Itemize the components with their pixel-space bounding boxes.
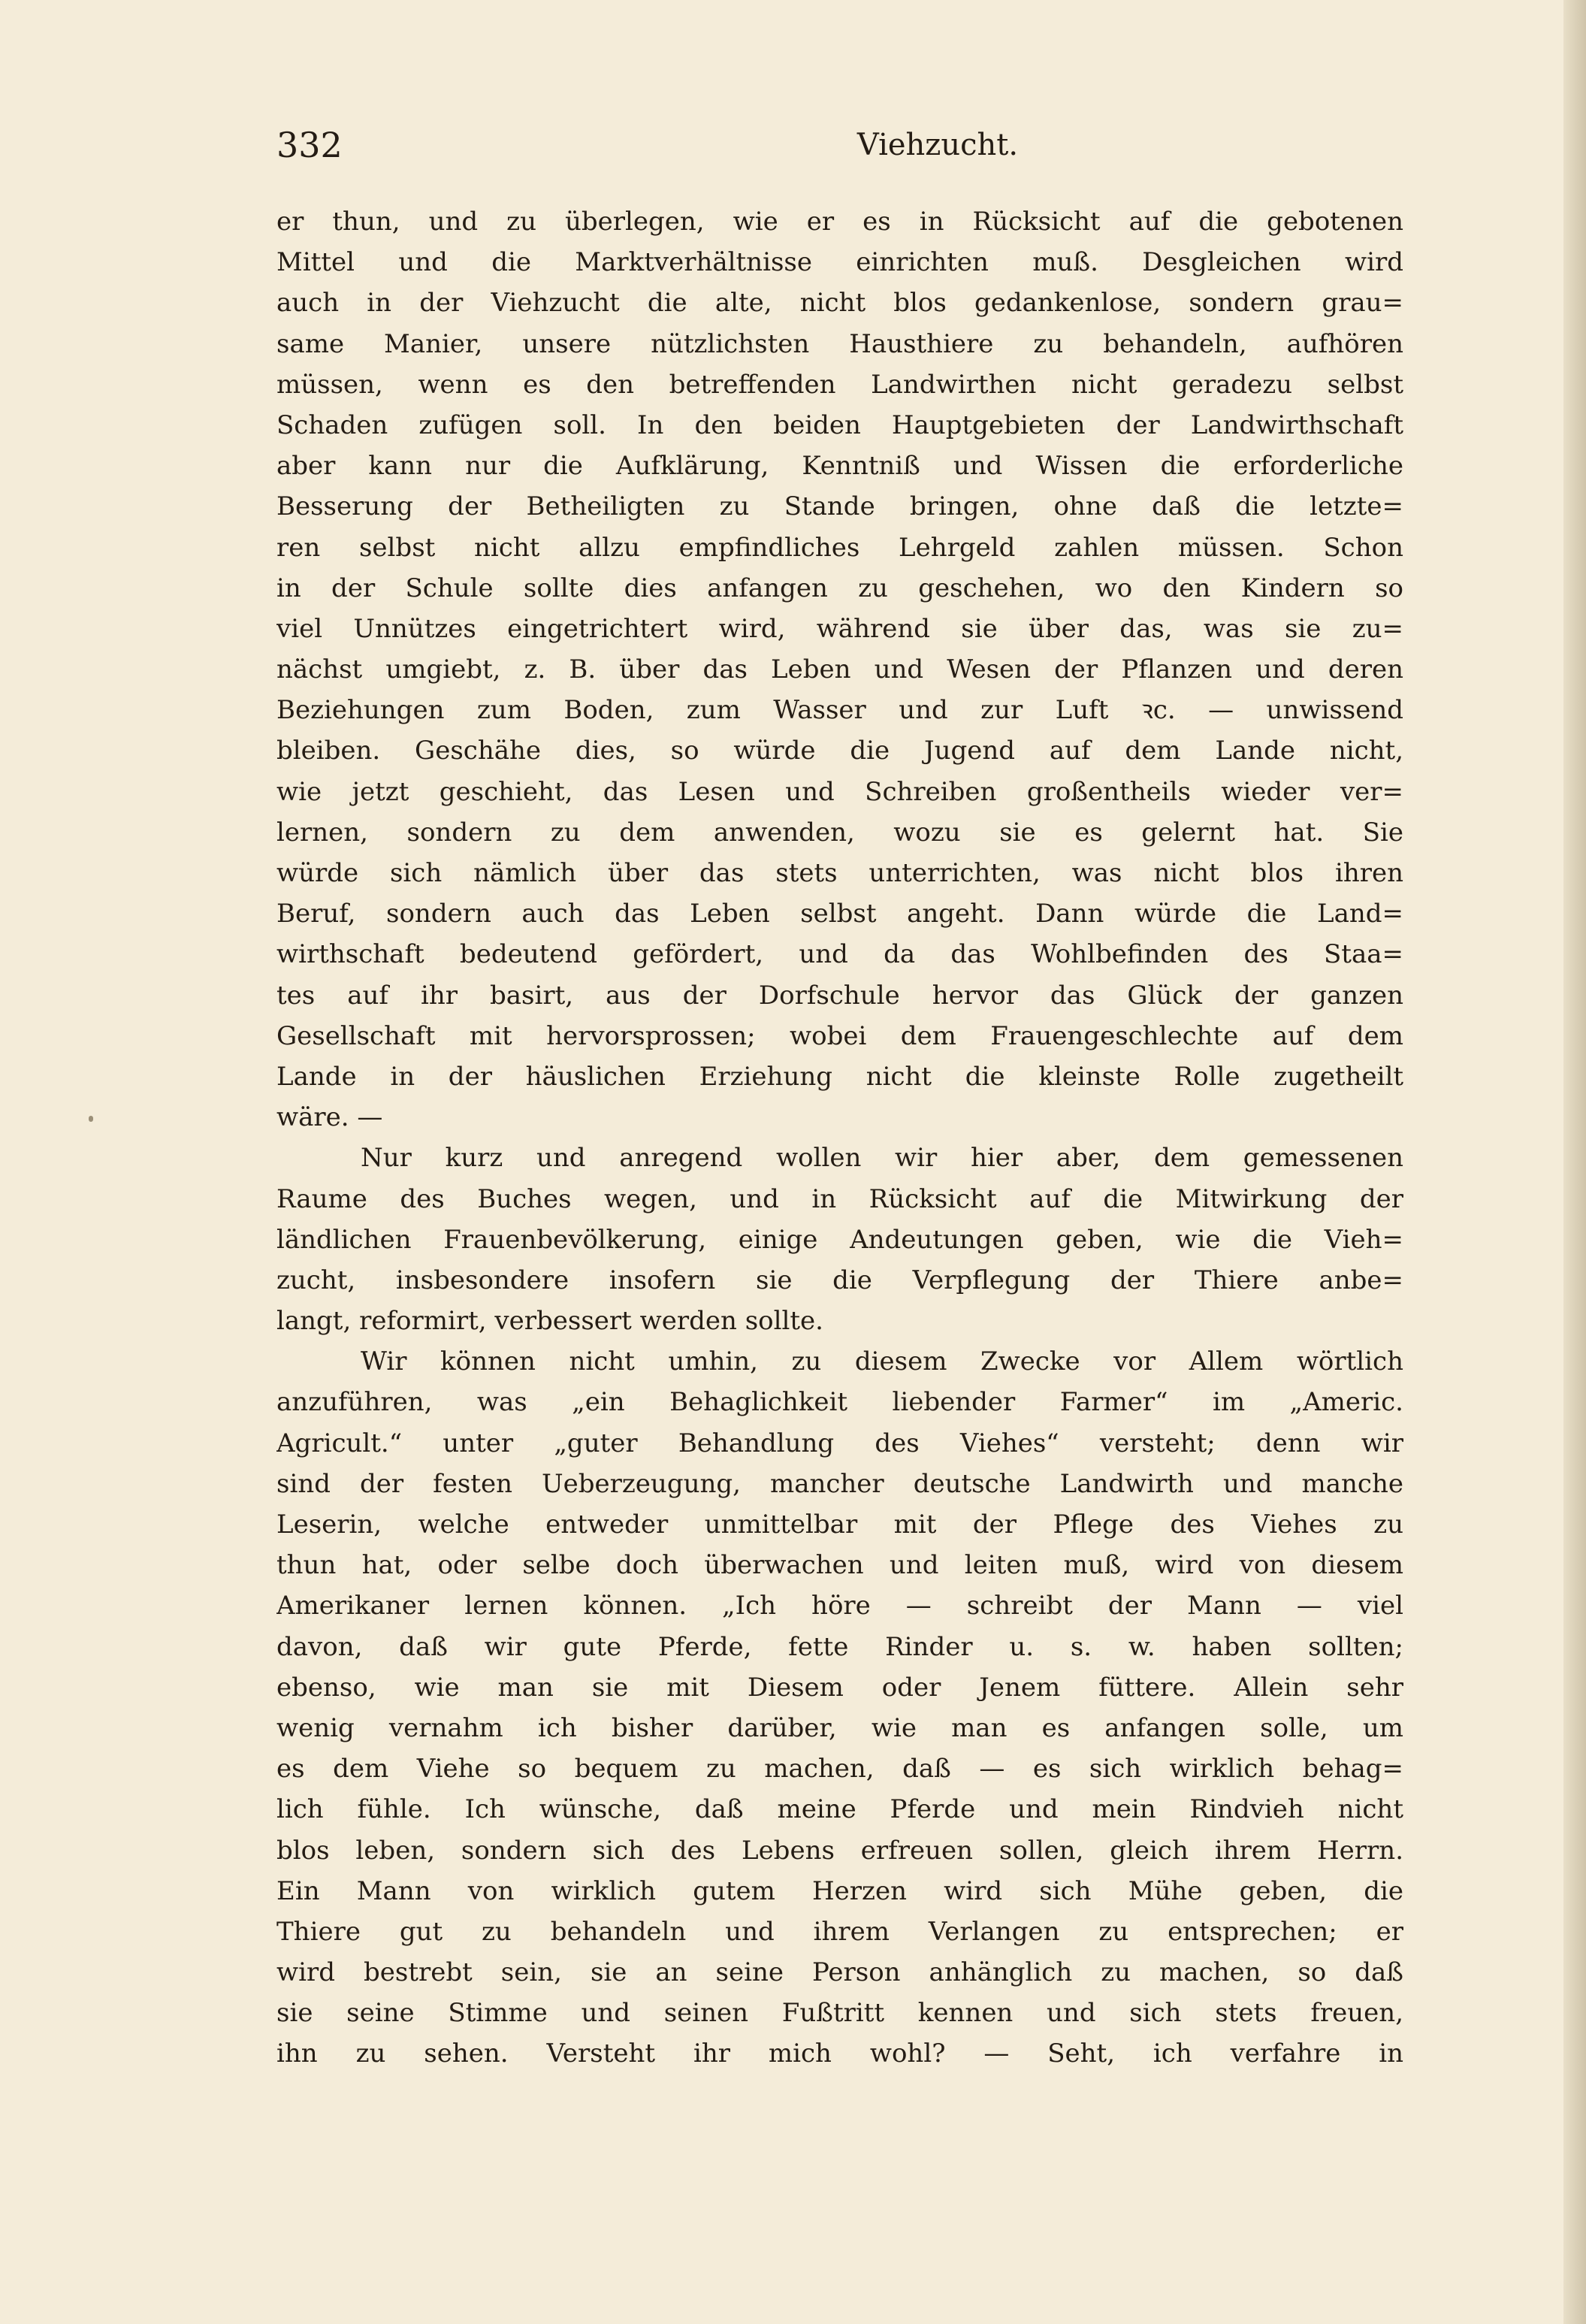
page-gutter-shadow bbox=[1563, 0, 1586, 2324]
page-header bbox=[276, 119, 1403, 171]
paper-speck bbox=[89, 1116, 93, 1122]
text-line: wird bestrebt sein, sie an seine Person anhänglich zu machen, so daß bbox=[276, 1957, 1403, 1988]
text-line: nächst umgiebt, z. B. über das Leben und Wesen der Pflanzen und deren bbox=[276, 654, 1403, 685]
body-text bbox=[276, 201, 1403, 2075]
text-line: wie jetzt geschieht, das Lesen und Schreiben großentheils wieder ver= bbox=[276, 776, 1403, 807]
paragraph-start-line: Nur kurz und anregend wollen wir hier aber, dem gemessenen bbox=[361, 1143, 1403, 1174]
text-line: wenig vernahm ich bisher darüber, wie man es anfangen solle, um bbox=[276, 1712, 1403, 1743]
text-line: Raume des Buches wegen, und in Rücksicht auf die Mitwirkung der bbox=[276, 1183, 1403, 1214]
running-head: Viehzucht. bbox=[856, 128, 1019, 162]
text-line: viel Unnützes eingetrichtert wird, während sie über das, was sie zu= bbox=[276, 613, 1403, 644]
text-line: lernen, sondern zu dem anwenden, wozu sie es gelernt hat. Sie bbox=[276, 817, 1403, 848]
text-line: lich fühle. Ich wünsche, daß meine Pferde und mein Rindvieh nicht bbox=[276, 1794, 1403, 1825]
text-line: aber kann nur die Aufklärung, Kenntniß und Wissen die erforderliche bbox=[276, 451, 1403, 482]
text-line: Lande in der häuslichen Erziehung nicht die kleinste Rolle zugetheilt bbox=[276, 1061, 1403, 1092]
text-line: sind der festen Ueberzeugung, mancher deutsche Landwirth und manche bbox=[276, 1468, 1403, 1499]
paragraph-start-line: Wir können nicht umhin, zu diesem Zwecke vor Allem wörtlich bbox=[361, 1346, 1403, 1377]
text-line: blos leben, sondern sich des Lebens erfreuen sollen, gleich ihrem Herrn. bbox=[276, 1835, 1403, 1866]
text-line: Ein Mann von wirklich gutem Herzen wird sich Mühe geben, die bbox=[276, 1875, 1403, 1906]
text-line: davon, daß wir gute Pferde, fette Rinder u. s. w. haben sollten; bbox=[276, 1631, 1403, 1662]
text-line: bleiben. Geschähe dies, so würde die Jugend auf dem Lande nicht, bbox=[276, 736, 1403, 766]
text-line: Besserung der Betheiligten zu Stande bringen, ohne daß die letzte= bbox=[276, 491, 1403, 522]
text-line: müssen, wenn es den betreffenden Landwirthen nicht geradezu selbst bbox=[276, 369, 1403, 400]
text-line: Schaden zufügen soll. In den beiden Hauptgebieten der Landwirthschaft bbox=[276, 409, 1403, 440]
text-line: es dem Viehe so bequem zu machen, daß — es sich wirklich behag= bbox=[276, 1754, 1403, 1785]
text-line: ihn zu sehen. Versteht ihr mich wohl? — Seht, ich verfahre in bbox=[276, 2038, 1403, 2069]
text-line: tes auf ihr basirt, aus der Dorfschule hervor das Glück der ganzen bbox=[276, 980, 1403, 1011]
text-line: Gesellschaft mit hervorsprossen; wobei dem Frauengeschlechte auf dem bbox=[276, 1020, 1403, 1051]
text-line: würde sich nämlich über das stets unterrichten, was nicht blos ihren bbox=[276, 858, 1403, 888]
text-line: anzuführen, was „ein Behaglichkeit liebender Farmer“ im „Americ. bbox=[276, 1387, 1403, 1418]
text-line: ebenso, wie man sie mit Diesem oder Jenem füttere. Allein sehr bbox=[276, 1672, 1403, 1703]
paragraph-end-line: langt, reformirt, verbessert werden sollte. bbox=[276, 1306, 823, 1337]
text-line: Beruf, sondern auch das Leben selbst angeht. Dann würde die Land= bbox=[276, 899, 1403, 929]
text-line: er thun, und zu überlegen, wie er es in Rücksicht auf die gebotenen bbox=[276, 207, 1403, 237]
text-line: Mittel und die Marktverhältnisse einrichten muß. Desgleichen wird bbox=[276, 247, 1403, 278]
text-line: Amerikaner lernen können. „Ich höre — schreibt der Mann — viel bbox=[276, 1591, 1403, 1621]
text-line: in der Schule sollte dies anfangen zu geschehen, wo den Kindern so bbox=[276, 573, 1403, 603]
text-line: Thiere gut zu behandeln und ihrem Verlangen zu entsprechen; er bbox=[276, 1916, 1403, 1947]
text-line: thun hat, oder selbe doch überwachen und leiten muß, wird von diesem bbox=[276, 1550, 1403, 1581]
text-line: ren selbst nicht allzu empfindliches Lehrgeld zahlen müssen. Schon bbox=[276, 532, 1403, 563]
paragraph-end-line: wäre. — bbox=[276, 1102, 383, 1133]
text-line: wirthschaft bedeutend gefördert, und da das Wohlbefinden des Staa= bbox=[276, 939, 1403, 970]
text-line: auch in der Viehzucht die alte, nicht blos gedankenlose, sondern grau= bbox=[276, 288, 1403, 319]
text-line: Agricult.“ unter „guter Behandlung des Viehes“ versteht; denn wir bbox=[276, 1428, 1403, 1458]
text-line: same Manier, unsere nützlichsten Hausthiere zu behandeln, aufhören bbox=[276, 328, 1403, 359]
text-line: Beziehungen zum Boden, zum Wasser und zur Luft ꝛc. — unwissend bbox=[276, 695, 1403, 726]
text-line: zucht, insbesondere insofern sie die Verpflegung der Thiere anbe= bbox=[276, 1265, 1403, 1295]
text-line: ländlichen Frauenbevölkerung, einige Andeutungen geben, wie die Vieh= bbox=[276, 1224, 1403, 1255]
page-number: 332 bbox=[276, 125, 343, 165]
text-line: sie seine Stimme und seinen Fußtritt kennen und sich stets freuen, bbox=[276, 1998, 1403, 2029]
text-line: Leserin, welche entweder unmittelbar mit der Pflege des Viehes zu bbox=[276, 1510, 1403, 1540]
